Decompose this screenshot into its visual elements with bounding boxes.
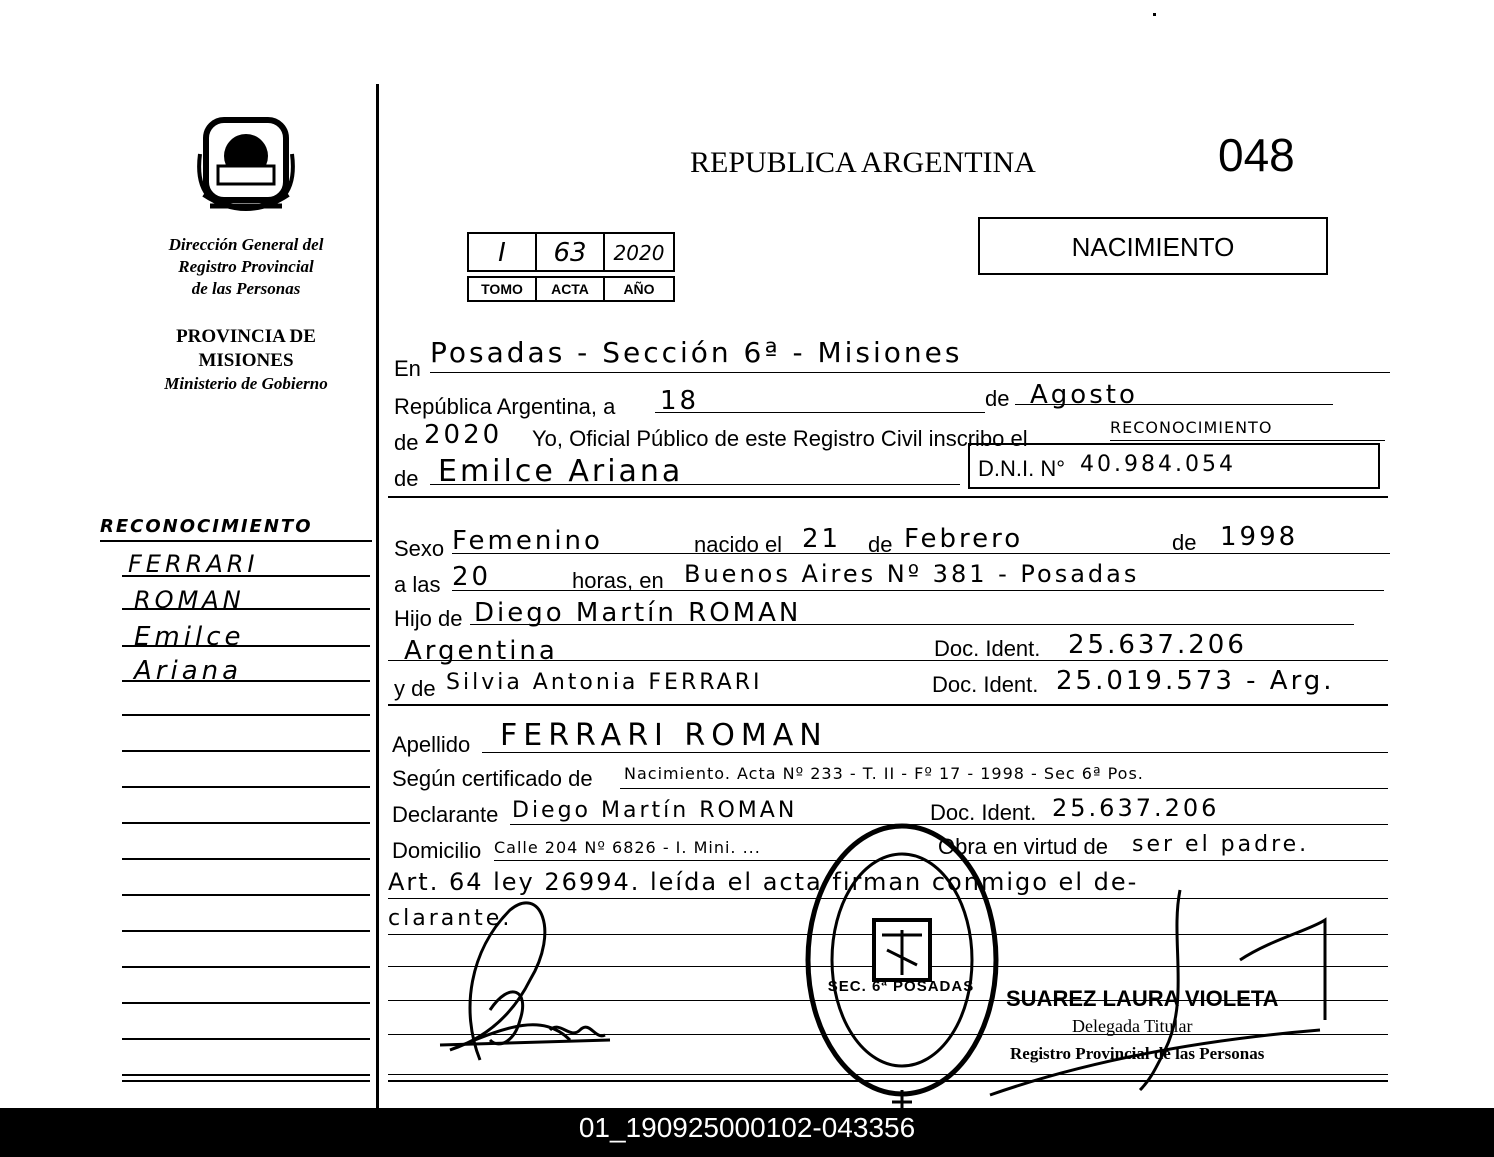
margin-note-3: ROMAN: [134, 586, 245, 614]
father-value: Diego Martín ROMAN: [474, 598, 802, 628]
rule: [430, 372, 1390, 373]
acta-label: ACTA: [535, 276, 605, 302]
margin-note-4: Emilce: [134, 622, 245, 652]
sexo-value: Femenino: [452, 526, 603, 556]
footer-bar: [0, 1108, 1494, 1157]
note-line-2: clarante.: [388, 906, 513, 931]
de2-label: de: [394, 430, 419, 455]
alas-label: a las: [394, 572, 441, 597]
section-rule: [388, 704, 1388, 706]
margin-rule: [122, 714, 370, 716]
margin-rule: [122, 680, 370, 682]
father-nationality-value: Argentina: [404, 636, 558, 666]
margin-rule: [122, 930, 370, 932]
note-line-1: Art. 64 ley 26994. leída el acta firman conmigo el de-: [388, 868, 1139, 896]
birth-place-value: Buenos Aires Nº 381 - Posadas: [684, 560, 1140, 588]
act-kind-value: RECONOCIMIENTO: [1110, 418, 1273, 437]
province-line-1: PROVINCIA DE: [176, 326, 316, 347]
mother-value: Silvia Antonia FERRARI: [446, 670, 763, 695]
name-value: Emilce Ariana: [438, 454, 684, 489]
apellido-value: FERRARI ROMAN: [500, 718, 828, 753]
margin-rule: [122, 608, 370, 610]
margin-rule: [122, 858, 370, 860]
margin-note-2: FERRARI: [128, 550, 259, 578]
anio-label: AÑO: [603, 276, 675, 302]
rule: [482, 752, 1388, 753]
doc-type: NACIMIENTO: [1071, 232, 1235, 262]
tomo-value: I: [467, 232, 537, 272]
de-label: de: [985, 386, 1010, 411]
rule: [620, 788, 1388, 789]
declarant-signature: [420, 890, 620, 1070]
birth-month-value: Febrero: [904, 524, 1024, 554]
rule: [470, 624, 1354, 625]
barcode-text: 01_190925000102-043356: [578, 1112, 916, 1143]
section-rule: [388, 496, 1388, 498]
speck: [1153, 13, 1156, 16]
margin-rule: [122, 750, 370, 752]
rule: [430, 484, 960, 485]
margin-rule: [122, 1074, 370, 1076]
domicilio-value: Calle 204 Nº 6826 - I. Mini. ...: [494, 838, 761, 857]
page-divider: [376, 84, 379, 1108]
margin-rule: [122, 966, 370, 968]
org-name: [130, 234, 362, 300]
horas-label: horas, en: [572, 568, 664, 593]
margin-note-1: RECONOCIMIENTO: [100, 516, 313, 537]
dni-value: 40.984.054: [1080, 452, 1236, 477]
obra-label: Obra en virtud de: [938, 834, 1108, 859]
margin-rule: [122, 786, 370, 788]
de4-label: de: [868, 532, 893, 557]
margin-rule: [122, 575, 370, 577]
doc-ident-label: Doc. Ident.: [934, 636, 1041, 661]
certificado-value: Nacimiento. Acta Nº 233 - T. II - Fº 17 - 1998 - Sec 6ª Pos.: [624, 764, 1144, 783]
margin-rule: [122, 1038, 370, 1040]
officer-role: Delegada Titular: [1072, 1016, 1193, 1036]
rule: [655, 412, 985, 413]
day-value: 18: [660, 386, 700, 416]
nacido-label: nacido el: [694, 532, 783, 557]
tomo-label: TOMO: [467, 276, 537, 302]
rule: [1110, 440, 1385, 441]
ministry-name: Ministerio de Gobierno: [164, 374, 328, 393]
rule: [452, 590, 1384, 591]
en-label: En: [394, 356, 421, 381]
record-number: 048: [1218, 129, 1295, 181]
obra-value: ser el padre.: [1132, 832, 1310, 857]
margin-rule: [122, 1080, 370, 1082]
mother-doc-value: 25.019.573 - Arg.: [1056, 666, 1335, 696]
margin-rule: [122, 1002, 370, 1004]
de5-label: de: [1172, 530, 1197, 555]
officer-office: Registro Provincial de las Personas: [1010, 1044, 1265, 1063]
year-value: 2020: [424, 420, 503, 450]
dni-label: D.N.I. N°: [978, 456, 1066, 481]
rule: [1015, 404, 1333, 405]
org-line-1: Dirección General del: [168, 235, 324, 254]
father-doc-value: 25.637.206: [1068, 630, 1247, 660]
margin-rule: [122, 894, 370, 896]
month-value: Agosto: [1030, 380, 1138, 410]
declarante-doc-value: 25.637.206: [1052, 794, 1220, 822]
margin-rule: [122, 822, 370, 824]
declarante-label: Declarante: [392, 802, 499, 827]
stamp-center-text: SEC. 6ª POSADAS: [827, 978, 975, 995]
margin-rule: [100, 540, 372, 542]
margin-note-5: Ariana: [134, 656, 243, 686]
apellido-label: Apellido: [392, 732, 471, 757]
republica-label: República Argentina, a: [394, 394, 616, 419]
acta-value: 63: [535, 232, 605, 272]
de3-label: de: [394, 466, 419, 491]
segun-label: Según certificado de: [392, 766, 593, 791]
province-line-2: MISIONES: [198, 350, 294, 371]
hijo-label: Hijo de: [394, 606, 463, 631]
doc-ident-label-2: Doc. Ident.: [932, 672, 1039, 697]
provincial-emblem: [196, 114, 296, 224]
doc-ident-label-3: Doc. Ident.: [930, 800, 1037, 825]
rule: [452, 553, 1390, 554]
yde-label: y de: [394, 676, 436, 701]
org-line-3: de las Personas: [191, 279, 301, 298]
domicilio-label: Domicilio: [392, 838, 482, 863]
hour-value: 20: [452, 562, 492, 592]
province-name: [130, 325, 362, 373]
declarante-value: Diego Martín ROMAN: [512, 798, 798, 823]
anio-value: 2020: [603, 232, 675, 272]
officer-name: SUAREZ LAURA VIOLETA: [1006, 986, 1279, 1011]
margin-rule: [122, 645, 370, 647]
country-title: REPUBLICA ARGENTINA: [690, 146, 1036, 179]
doc-type-box: [978, 217, 1328, 275]
birth-year-value: 1998: [1220, 522, 1299, 552]
rule: [388, 660, 1388, 661]
oficial-text: Yo, Oficial Público de este Registro Civil inscribo el: [532, 426, 1028, 451]
place-value: Posadas - Sección 6ª - Misiones: [430, 336, 963, 369]
birth-day-value: 21: [802, 524, 842, 554]
org-line-2: Registro Provincial: [178, 257, 314, 276]
sexo-label: Sexo: [394, 536, 445, 561]
